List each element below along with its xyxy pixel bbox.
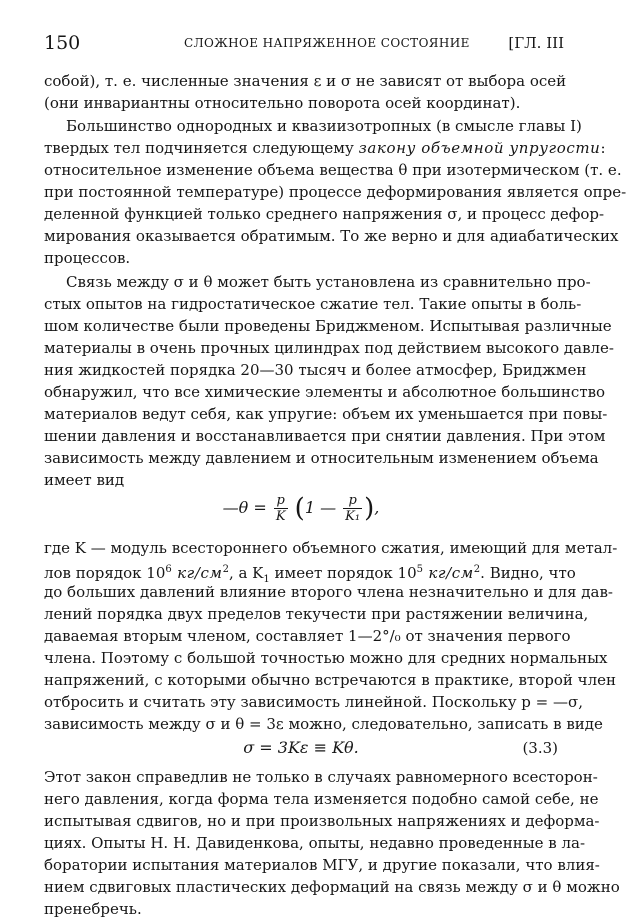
text-line: Этот закон справедлив не только в случаях равномерного всесторон- bbox=[44, 768, 598, 786]
text-line: до больших давлений влияние второго члена незначительно и для дав- bbox=[44, 583, 613, 601]
text-line: обнаружил, что все химические элементы и абсолютное большинство bbox=[44, 383, 606, 401]
paragraph-start-line: Связь между σ и θ может быть установлена из сравнительно про- bbox=[66, 273, 591, 291]
exponent: 5 bbox=[416, 564, 423, 575]
exponent: 2 bbox=[222, 564, 229, 575]
text-line: шении давления и восстанавливается при снятии давления. При этом bbox=[44, 427, 606, 445]
text-line: собой), т. е. численные значения ε и σ не зависят от выбора осей bbox=[44, 72, 567, 90]
text-line: испытывая сдвигов, но и при произвольных напряжениях и деформа- bbox=[44, 812, 600, 830]
text-line-with-units bbox=[44, 559, 576, 585]
text-line: ния жидкостей порядка 20—30 тысяч и более атмосфер, Бриджмен bbox=[44, 361, 587, 379]
text-line: деленной функцией только среднего напряжения σ, и процесс дефор- bbox=[44, 205, 605, 223]
exponent: 2 bbox=[473, 564, 481, 575]
text-line: зависимость между давлением и относительным изменением объема bbox=[44, 449, 599, 467]
formula-lhs: —θ = bbox=[222, 498, 267, 517]
text-line: нием сдвиговых пластических деформаций на связь между σ и θ можно bbox=[44, 878, 620, 896]
running-header bbox=[44, 32, 564, 54]
unit: кг/см bbox=[422, 564, 474, 582]
open-paren: ( bbox=[294, 493, 305, 524]
equation-number: (3.3) bbox=[522, 739, 558, 757]
numerator: p bbox=[343, 493, 362, 509]
text-line: материалов ведут себя, как упругие: объем их уменьшается при повы- bbox=[44, 405, 608, 423]
text-line: имеет вид bbox=[44, 471, 125, 489]
denominator: K bbox=[275, 509, 286, 524]
text-line-with-emphasis bbox=[44, 137, 606, 159]
text-line: циях. Опыты Н. Н. Давиденкова, опыты, недавно проведенные в ла- bbox=[44, 834, 586, 852]
text-line: боратории испытания материалов МГУ, и другие показали, что влия- bbox=[44, 856, 600, 874]
text-fragment: имеет порядок 10 bbox=[269, 564, 417, 582]
denominator: K₁ bbox=[345, 509, 361, 524]
text-line: члена. Поэтому с большой точностью можно для средних нормальных bbox=[44, 649, 608, 667]
numerator: p bbox=[274, 493, 288, 509]
page-number: 150 bbox=[44, 32, 81, 54]
text-line: материалы в очень прочных цилиндрах под действием высокого давле- bbox=[44, 339, 614, 357]
text-line: даваемая вторым членом, составляет 1—2°/₀ от значения первого bbox=[44, 627, 571, 645]
emphasized-term: закону объемной упругости bbox=[358, 139, 601, 157]
unit: кг/см bbox=[171, 564, 223, 582]
text-fragment: . Видно, что bbox=[480, 564, 576, 582]
text-line: стых опытов на гидростатическое сжатие тел. Такие опыты в боль- bbox=[44, 295, 582, 313]
text-fragment: , а K bbox=[228, 564, 264, 582]
fraction bbox=[343, 493, 362, 524]
text-line: где K — модуль всестороннего объемного сжатия, имеющий для метал- bbox=[44, 539, 618, 557]
formula-term: 1 — bbox=[304, 498, 337, 517]
text-line: отбросить и считать эту зависимость линейной. Поскольку p = —σ, bbox=[44, 693, 584, 711]
text-line: лений порядка двух пределов текучести при растяжении величина, bbox=[44, 605, 589, 623]
text-line: шом количестве были проведены Бриджменом. Испытывая различные bbox=[44, 317, 612, 335]
fraction bbox=[274, 493, 288, 524]
subscript: 1 bbox=[263, 574, 270, 585]
text-line: напряжений, с которыми обычно встречаются в практике, второй член bbox=[44, 671, 616, 689]
text-line: мирования оказывается обратимым. То же верно и для адиабатических bbox=[44, 227, 619, 245]
text-line: (они инвариантны относительно поворота осей координат). bbox=[44, 94, 521, 112]
text-line: него давления, когда форма тела изменяется подобно самой себе, не bbox=[44, 790, 599, 808]
text-fragment: : bbox=[600, 139, 606, 157]
formula-3-3: σ = 3Kε ≡ Kθ. bbox=[243, 738, 359, 757]
paragraph-start-line: Большинство однородных и квазиизотропных (в смысле главы I) bbox=[66, 117, 582, 135]
chapter-reference: [ГЛ. III bbox=[508, 34, 564, 52]
formula-end: , bbox=[374, 498, 380, 517]
text-line: при постоянной температуре) процессе деформирования является опре- bbox=[44, 183, 626, 201]
formula-bulk-compression bbox=[44, 488, 558, 528]
text-line: процессов. bbox=[44, 249, 131, 267]
chapter-title: СЛОЖНОЕ НАПРЯЖЕННОЕ СОСТОЯНИЕ bbox=[184, 36, 470, 50]
text-line: относительное изменение объема вещества θ при изотермическом (т. е. bbox=[44, 161, 622, 179]
close-paren: ) bbox=[364, 493, 375, 524]
text-fragment: лов порядок 10 bbox=[44, 564, 166, 582]
exponent: 6 bbox=[165, 564, 172, 575]
text-line: зависимость между σ и θ = 3ε можно, следовательно, записать в виде bbox=[44, 715, 603, 733]
text-line: пренебречь. bbox=[44, 900, 142, 918]
text-fragment: твердых тел подчиняется следующему bbox=[44, 139, 354, 157]
